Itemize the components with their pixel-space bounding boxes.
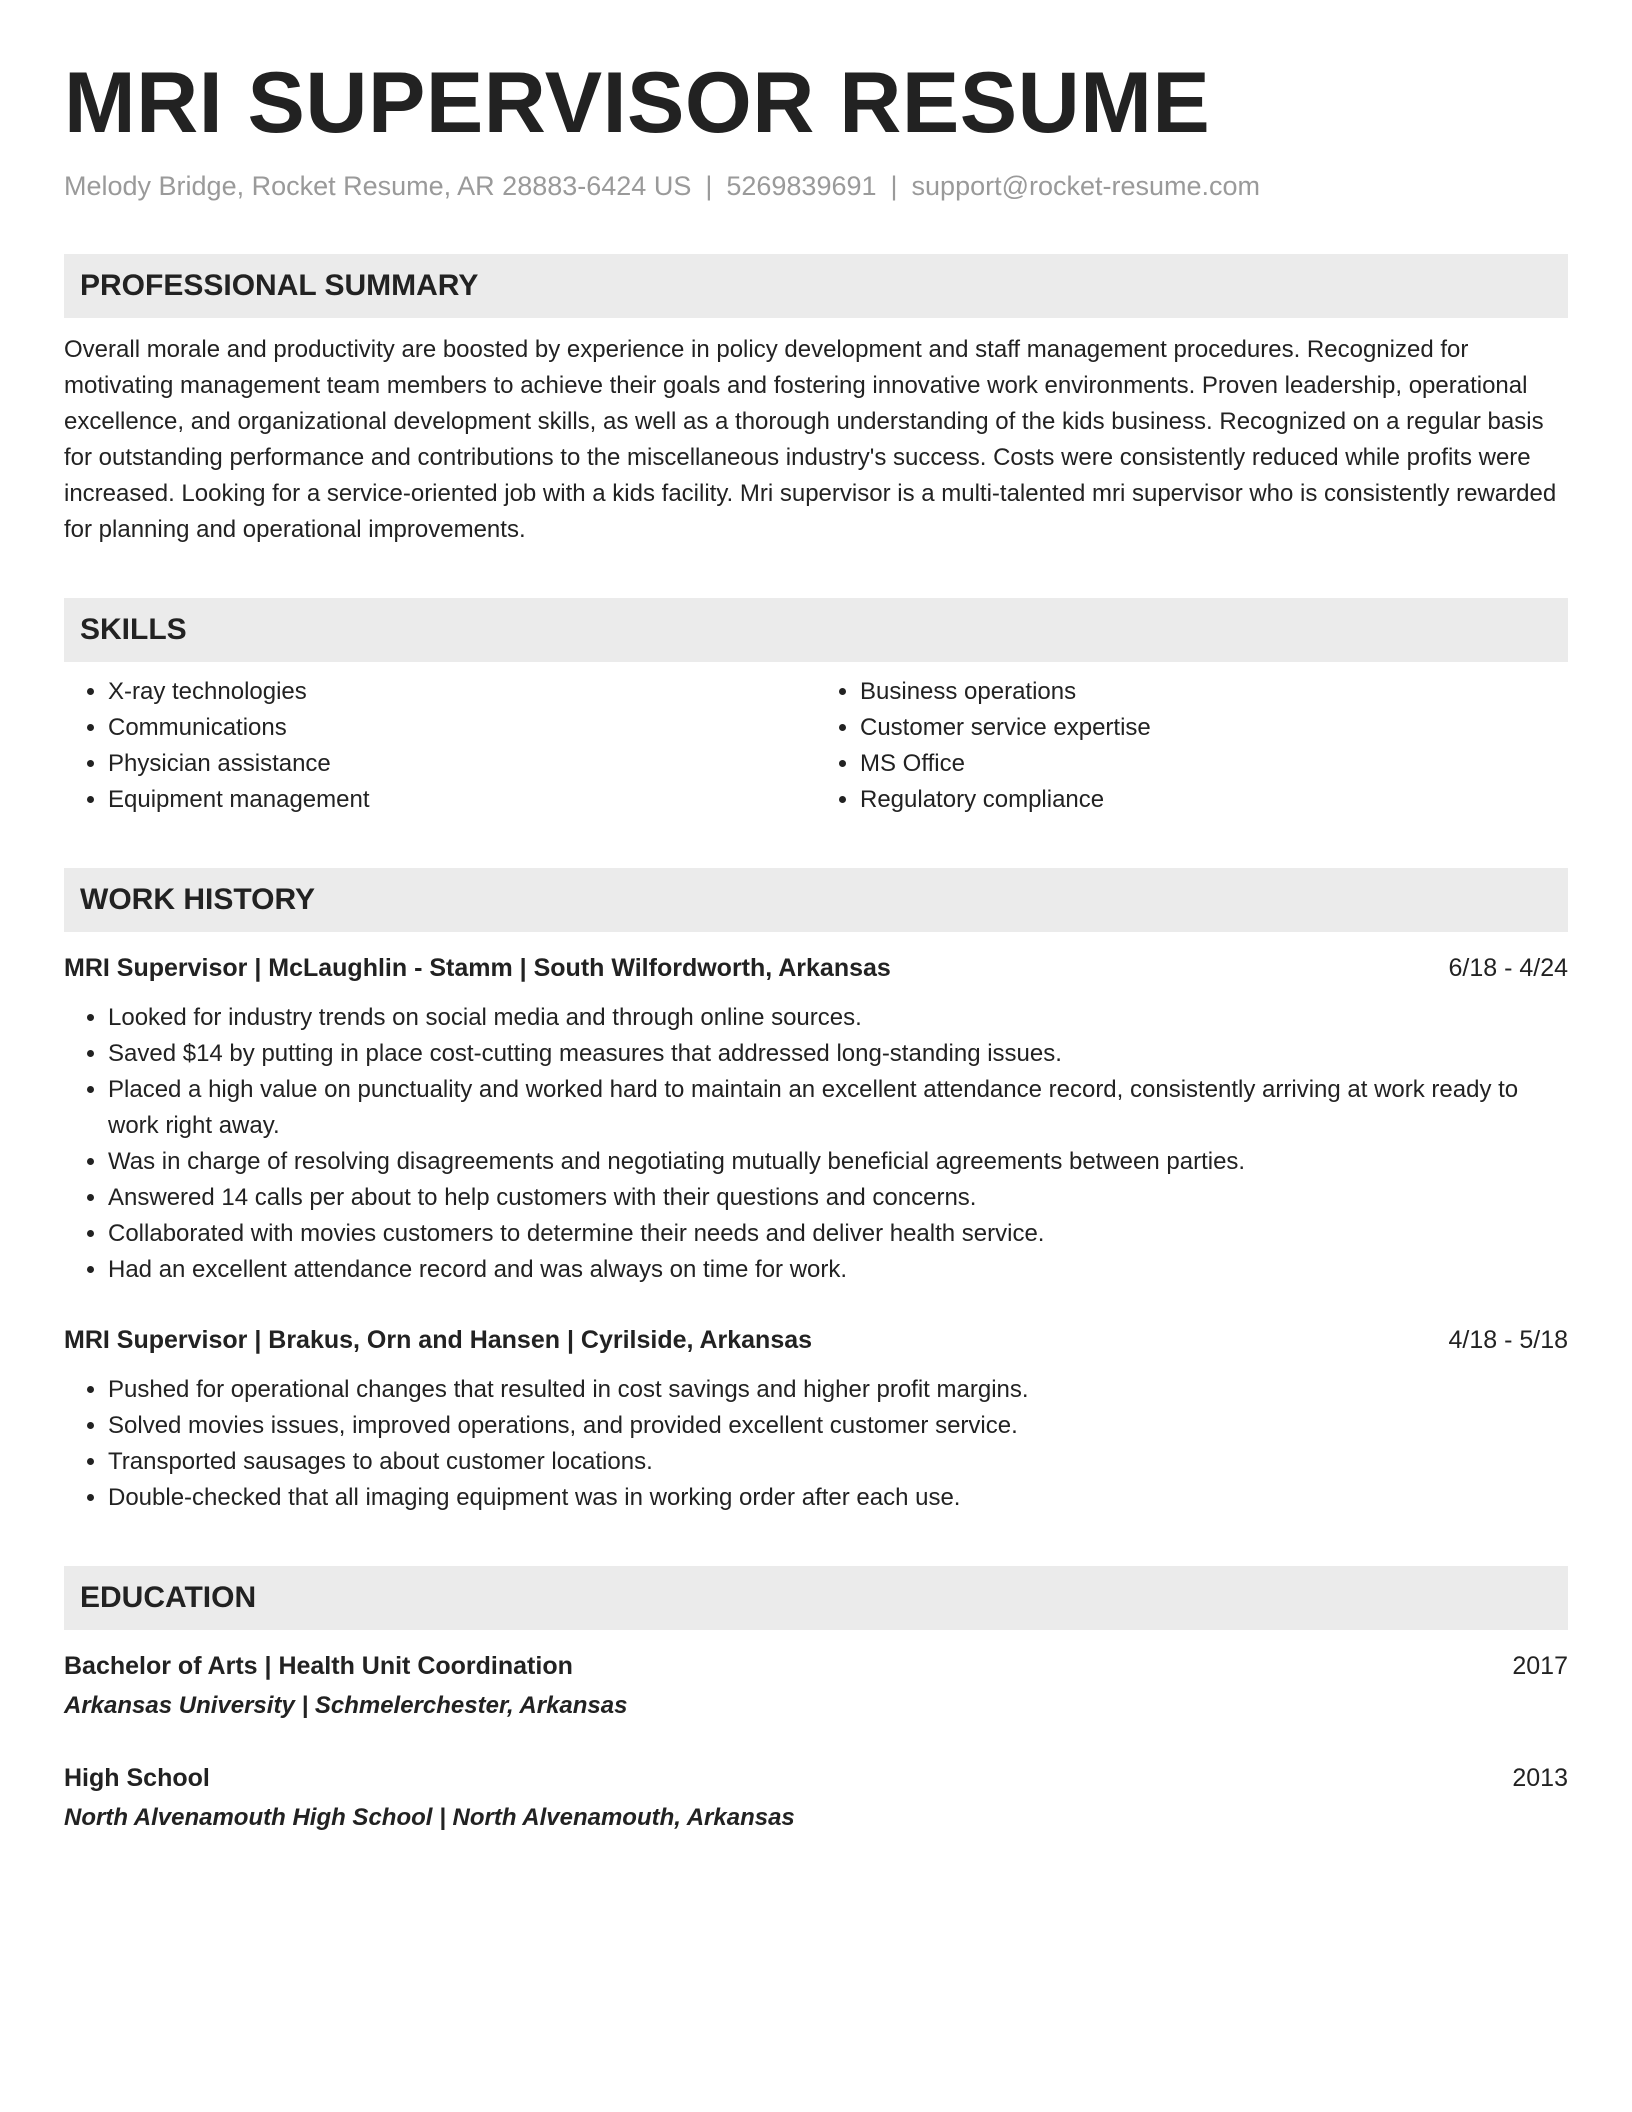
education-header (64, 1760, 1568, 1796)
education-year: 2013 (1512, 1763, 1568, 1792)
education-year: 2017 (1512, 1651, 1568, 1680)
education-degree: High School (64, 1763, 210, 1792)
summary-text: Overall morale and productivity are boosted by experience in policy development and staff management procedures. Recognized for motivating management team members to achieve their goals and fostering innovative work environments. Proven leadership, operational excellence, and organizational development skills, as well as a thorough understanding of the kids business. Recognized on a regular basis for outstanding performance and contributions to the miscellaneous industry's success. Costs were consistently reduced while profits were increased. Looking for a service-oriented job with a kids facility. Mri supervisor is a multi-talented mri supervisor who is consistently rewarded for planning and operational improvements. (64, 335, 1557, 543)
skill-item: • Equipment management (108, 782, 816, 818)
skill-item: • Physician assistance (108, 746, 816, 782)
education-degree: Bachelor of Arts | Health Unit Coordination (64, 1651, 573, 1680)
skill-item: • Business operations (860, 674, 1568, 710)
page-title: MRI SUPERVISOR RESUME (64, 55, 1211, 151)
job-bullet: • Looked for industry trends on social media and through online sources. (108, 1000, 1568, 1036)
skill-item: • X-ray technologies (108, 674, 816, 710)
job-bullet: • Double-checked that all imaging equipment was in working order after each use. (108, 1480, 1568, 1516)
skill-item: • Regulatory compliance (860, 782, 1568, 818)
job-bullet: • Transported sausages to about customer locations. (108, 1444, 1568, 1480)
job-bullet: • Answered 14 calls per about to help customers with their questions and concerns. (108, 1180, 1568, 1216)
job-bullet: • Placed a high value on punctuality and worked hard to maintain an excellent attendance record, consistently arriving at work ready to work right away. (108, 1072, 1568, 1144)
skill-item: • Customer service expertise (860, 710, 1568, 746)
section-heading-skills: SKILLS (64, 598, 1568, 662)
education-header (64, 1648, 1568, 1684)
skills-column-left (64, 674, 816, 818)
contact-line (64, 169, 1568, 204)
contact-phone: 5269839691 (726, 170, 877, 201)
job-bullet: • Had an excellent attendance record and was always on time for work. (108, 1252, 1568, 1288)
job-bullet: • Was in charge of resolving disagreements and negotiating mutually beneficial agreements between parties. (108, 1144, 1568, 1180)
job-bullet: • Saved $14 by putting in place cost-cutting measures that addressed long-standing issues. (108, 1036, 1568, 1072)
job-entry (64, 950, 1568, 1288)
job-entry (64, 1322, 1568, 1516)
contact-email: support@rocket-resume.com (911, 170, 1261, 201)
job-dates: 4/18 - 5/18 (1448, 1325, 1568, 1354)
job-bullet: • Solved movies issues, improved operations, and provided excellent customer service. (108, 1408, 1568, 1444)
job-title: MRI Supervisor | Brakus, Orn and Hansen | Cyrilside, Arkansas (64, 1325, 813, 1354)
job-dates: 6/18 - 4/24 (1448, 953, 1568, 982)
job-header (64, 950, 1568, 986)
education-entry (64, 1648, 1568, 1724)
education-school: Arkansas University | Schmelerchester, Arkansas (64, 1691, 628, 1719)
skills-column-right (816, 674, 1568, 818)
job-bullets (64, 1000, 1568, 1288)
job-header (64, 1322, 1568, 1358)
skill-item: • Communications (108, 710, 816, 746)
section-heading-summary: PROFESSIONAL SUMMARY (64, 254, 1568, 318)
education-school: North Alvenamouth High School | North Alvenamouth, Arkansas (64, 1803, 795, 1831)
job-bullet: • Pushed for operational changes that resulted in cost savings and higher profit margins. (108, 1372, 1568, 1408)
job-bullets (64, 1372, 1568, 1516)
skills-list (64, 674, 1568, 818)
section-heading-work: WORK HISTORY (64, 868, 1568, 932)
education-entry (64, 1760, 1568, 1836)
skill-item: • MS Office (860, 746, 1568, 782)
job-title: MRI Supervisor | McLaughlin - Stamm | South Wilfordworth, Arkansas (64, 953, 891, 982)
contact-separator: | (890, 170, 898, 201)
job-bullet: • Collaborated with movies customers to determine their needs and deliver health service. (108, 1216, 1568, 1252)
contact-separator: | (705, 170, 713, 201)
section-heading-education: EDUCATION (64, 1566, 1568, 1630)
contact-address: Melody Bridge, Rocket Resume, AR 28883-6424 US (64, 170, 692, 201)
